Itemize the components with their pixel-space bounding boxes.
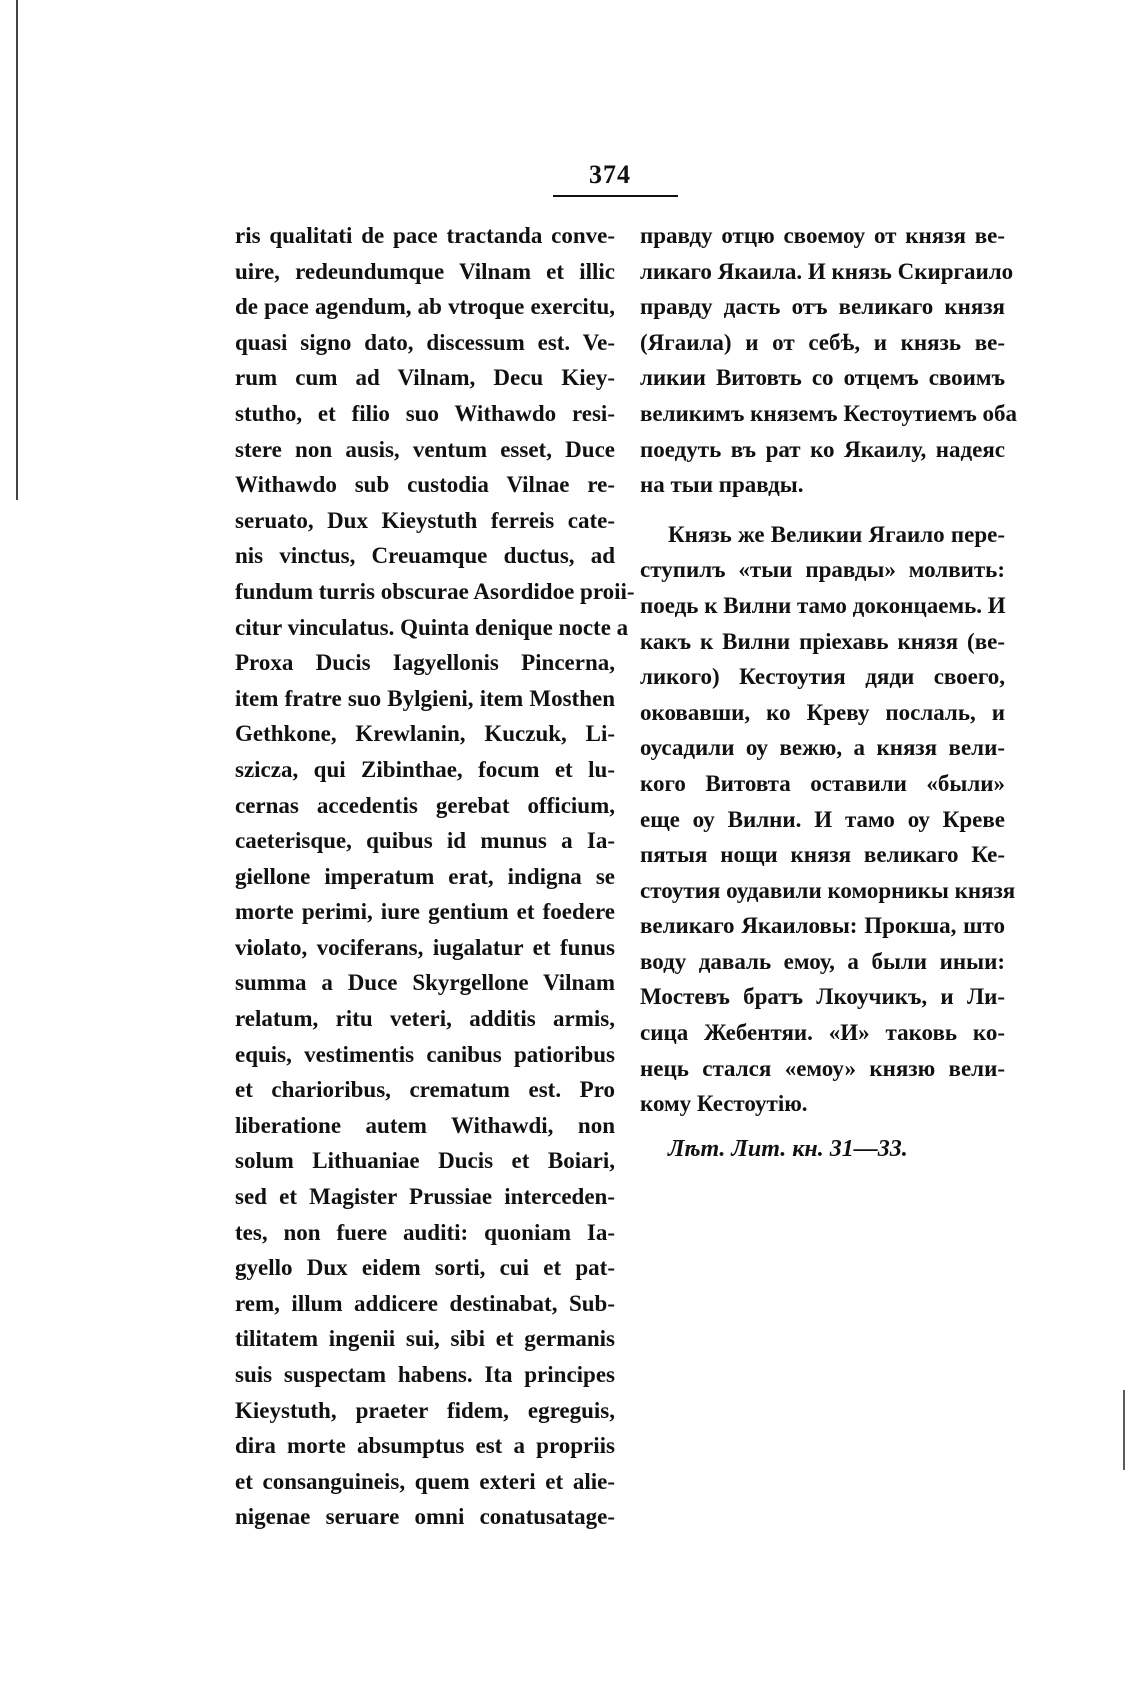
left-edge-mark [16,0,18,500]
text-line: szicza, qui Zibinthae, focum et lu- [235,756,615,782]
text-line: ликого) Кестоутия дяди своего, [640,664,1005,690]
text-line: великимъ княземъ Кестоутиемъ оба [640,400,1018,426]
text-line: пятыя нощи князя великаго Ке- [640,842,1005,868]
text-line: Proxa Ducis Iagyellonis Pincerna, [235,650,615,676]
text-line: violato, vociferans, iugalatur et funus [235,934,615,960]
text-line: ликии Витовть со отцемъ своимъ [640,365,1005,391]
text-line: Kieystuth, praeter fidem, egreguis, [235,1397,615,1423]
slavonic-column [640,218,1018,1167]
text-line: suis suspectam habens. Ita principes [235,1362,615,1387]
text-line: великаго Якаиловы: Прокша, што [640,913,1005,939]
text-line: Князь же Великии Ягаило пере- [668,521,1005,547]
text-line: morte perimi, iure gentium et foedere [235,899,615,925]
text-line: стоутия оудавили коморникы князя [640,877,1016,903]
text-line: et charioribus, crematum est. Pro [235,1077,615,1103]
text-line: de pace agendum, ab vtroque exercitu, [235,294,615,320]
text-line: еще оу Вилни. И тамо оу Креве [640,806,1005,832]
text-line: правду отцю своемоу от князя ве- [640,223,1005,248]
text-line: Withawdo sub custodia Vilnae re- [235,472,615,498]
text-line: Gethkone, Krewlanin, Kuczuk, Li- [235,721,615,747]
text-line: rem, illum addicere destinabat, Sub- [235,1290,615,1316]
text-line: nis vinctus, Creuamque ductus, ad [235,543,615,569]
text-line: dira morte absumptus est a propriis [235,1433,615,1459]
text-line: кого Витовта оставили «были» [640,770,1005,796]
text-line: caeterisque, quibus id munus a Ia- [235,828,615,854]
latin-column [235,218,635,1535]
text-line: quasi signo dato, discessum est. Ve- [235,329,615,355]
text-line: нець стался «емоу» князю вели- [640,1055,1005,1081]
text-line: citur vinculatus. Quinta denique nocte a [235,614,629,640]
source-citation: Лѣт. Лит. кн. 31—33. [668,1135,908,1162]
right-edge-mark [1123,1390,1125,1470]
text-line: et consanguineis, quem exteri et alie- [235,1468,615,1494]
text-line: кому Кестоутію. [640,1091,808,1117]
text-line: uire, redeundumque Vilnam et illic [235,258,615,284]
text-line: summa a Duce Skyrgellone Vilnam [235,970,615,996]
text-line: сица Жебентяи. «И» таковь ко- [640,1020,1005,1046]
text-line: rum cum ad Vilnam, Decu Kiey- [235,365,615,391]
text-line: поедуть въ рат ко Якаилу, надеяс [640,436,1005,462]
text-line: ликаго Якаила. И князь Скиргаило [640,258,1014,284]
text-line: на тыи правды. [640,472,804,498]
text-line: seruato, Dux Kieystuth ferreis cate- [235,507,615,533]
text-line: stere non ausis, ventum esset, Duce [235,436,615,462]
text-line: какъ к Вилни пріехавь князя (ве- [640,628,1005,654]
text-line: giellone imperatum erat, indigna se [235,863,615,889]
page-number: 374 [589,160,631,189]
text-line: solum Lithuaniae Ducis et Boiari, [235,1148,615,1174]
text-line: stutho, et filio suo Withawdo resi- [235,400,615,426]
text-line: воду даваль емоу, а были иныи: [640,948,1005,974]
text-line: liberatione autem Withawdi, non [235,1112,615,1138]
page-number-rule [553,195,678,197]
text-line: fundum turris obscurae Asordidoe proii- [235,578,635,604]
text-line: sed et Magister Prussiae interceden- [235,1184,615,1210]
text-line: Мостевъ братъ Лкоучикъ, и Ли- [640,984,1005,1010]
text-line: поедь к Вилни тамо доконцаемь. И [640,592,1006,618]
text-line: relatum, ritu veteri, additis armis, [235,1006,615,1032]
text-line: ступилъ «тыи правды» молвить: [640,557,1005,583]
text-line: nigenae seruare omni conatusatage- [235,1504,615,1530]
text-line: ris qualitati de pace tractanda conve- [235,223,615,248]
text-line: cernas accedentis gerebat officium, [235,792,615,818]
text-line: оковавши, ко Креву послаль, и [640,699,1005,725]
text-line: (Ягаила) и от себѣ, и князь ве- [640,329,1005,355]
text-line: оусадили оу вежю, а князя вели- [640,735,1005,761]
text-line: equis, vestimentis canibus patioribus [235,1041,615,1067]
text-line: tes, non fuere auditi: quoniam Ia- [235,1219,615,1245]
text-line: правду дасть отъ великаго князя [640,294,1005,320]
paragraph-gap [640,503,1005,517]
text-line: gyello Dux eidem sorti, cui et pat- [235,1255,615,1281]
text-line: tilitatem ingenii sui, sibi et germanis [235,1326,615,1352]
text-line: item fratre suo Bylgieni, item Mosthen [235,685,615,711]
